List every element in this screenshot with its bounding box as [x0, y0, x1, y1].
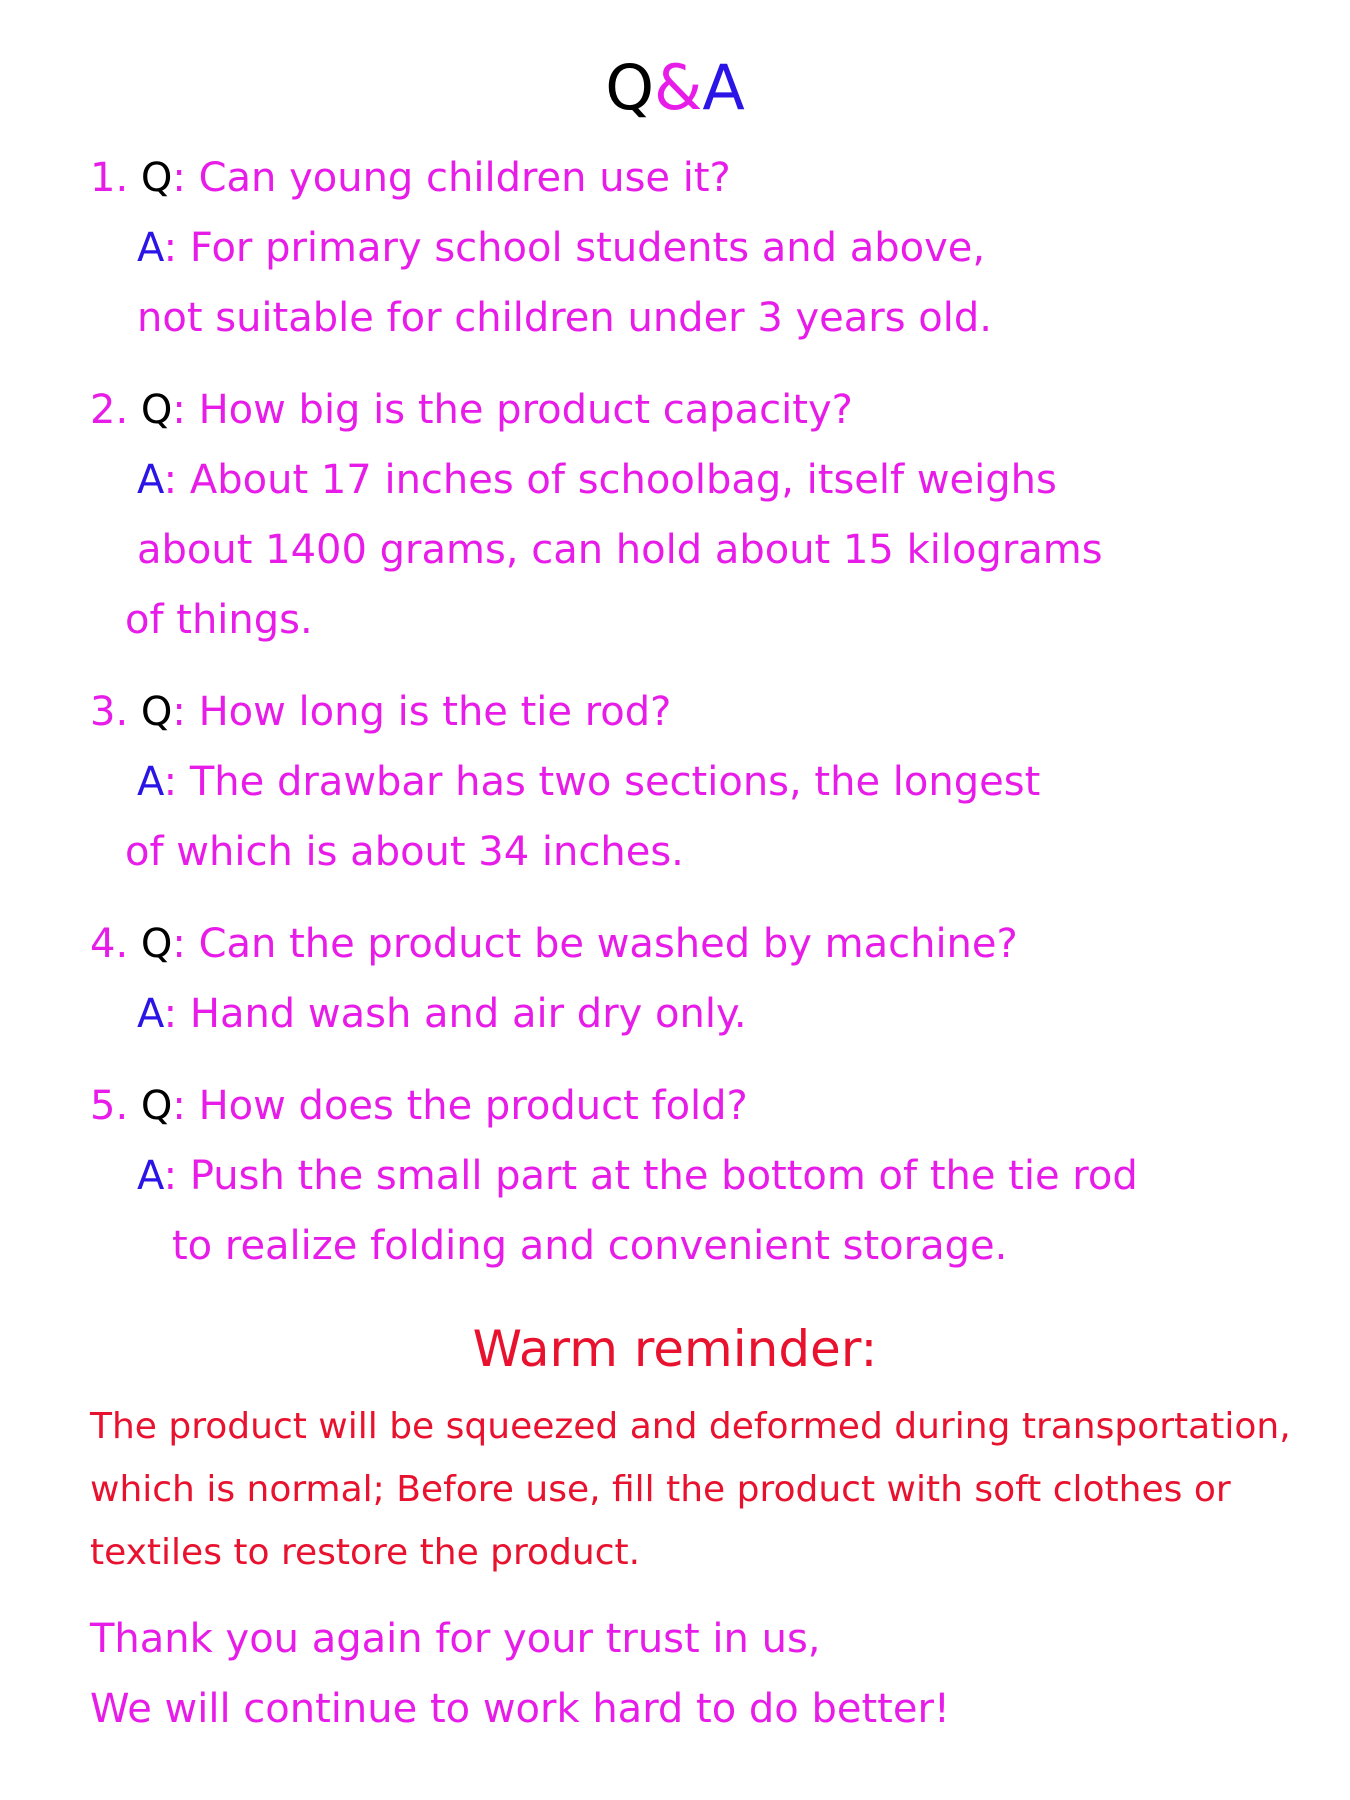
- title-a: A: [702, 51, 745, 124]
- question-label: Q: [140, 1083, 173, 1129]
- answer-3-line-2: of which is about 34 inches.: [125, 829, 684, 875]
- question-text: : Can young children use it?: [172, 155, 731, 201]
- title-q: Q: [605, 51, 655, 124]
- answer-5-line-2: to realize folding and convenient storage.: [172, 1223, 1008, 1269]
- question-text: : How long is the tie rod?: [172, 689, 672, 735]
- question-number: 3.: [90, 689, 129, 735]
- answer-2: [137, 454, 1057, 506]
- question-5: [90, 1080, 748, 1132]
- answer-label: A: [137, 1153, 164, 1199]
- answer-1-line-2: not suitable for children under 3 years old.: [137, 295, 992, 341]
- question-text: : Can the product be washed by machine?: [172, 921, 1018, 967]
- page-title: [0, 48, 1350, 128]
- question-label: Q: [140, 387, 173, 433]
- question-text: : How big is the product capacity?: [172, 387, 853, 433]
- question-text: : How does the product fold?: [172, 1083, 748, 1129]
- answer-label: A: [137, 457, 164, 503]
- answer-text: : The drawbar has two sections, the longest: [163, 759, 1041, 805]
- thanks-line-2: We will continue to work hard to do better!: [90, 1686, 950, 1732]
- question-number: 2.: [90, 387, 129, 433]
- question-label: Q: [140, 155, 173, 201]
- thanks-line-1: Thank you again for your trust in us,: [90, 1616, 821, 1662]
- answer-text: : Push the small part at the bottom of the tie rod: [163, 1153, 1138, 1199]
- warm-reminder-line-3: textiles to restore the product.: [90, 1532, 641, 1573]
- answer-label: A: [137, 991, 164, 1037]
- warm-reminder-title: Warm reminder:: [472, 1320, 878, 1378]
- warm-reminder-line-2: which is normal; Before use, fill the product with soft clothes or: [90, 1469, 1231, 1510]
- answer-text: : For primary school students and above,: [163, 225, 986, 271]
- answer-4: [137, 988, 747, 1040]
- answer-2-line-3: of things.: [125, 597, 313, 643]
- answer-1: [137, 222, 985, 274]
- question-number: 1.: [90, 155, 129, 201]
- question-number: 5.: [90, 1083, 129, 1129]
- answer-label: A: [137, 759, 164, 805]
- question-number: 4.: [90, 921, 129, 967]
- answer-3: [137, 756, 1040, 808]
- question-label: Q: [140, 689, 173, 735]
- question-3: [90, 686, 671, 738]
- warm-reminder-line-1: The product will be squeezed and deformed during transportation,: [90, 1406, 1291, 1447]
- question-label: Q: [140, 921, 173, 967]
- answer-2-line-2: about 1400 grams, can hold about 15 kilograms: [137, 527, 1103, 573]
- title-ampersand: &: [654, 51, 703, 124]
- answer-label: A: [137, 225, 164, 271]
- answer-5: [137, 1150, 1138, 1202]
- question-2: [90, 384, 853, 436]
- answer-text: : About 17 inches of schoolbag, itself weighs: [163, 457, 1057, 503]
- question-1: [90, 152, 731, 204]
- question-4: [90, 918, 1018, 970]
- answer-text: : Hand wash and air dry only.: [163, 991, 747, 1037]
